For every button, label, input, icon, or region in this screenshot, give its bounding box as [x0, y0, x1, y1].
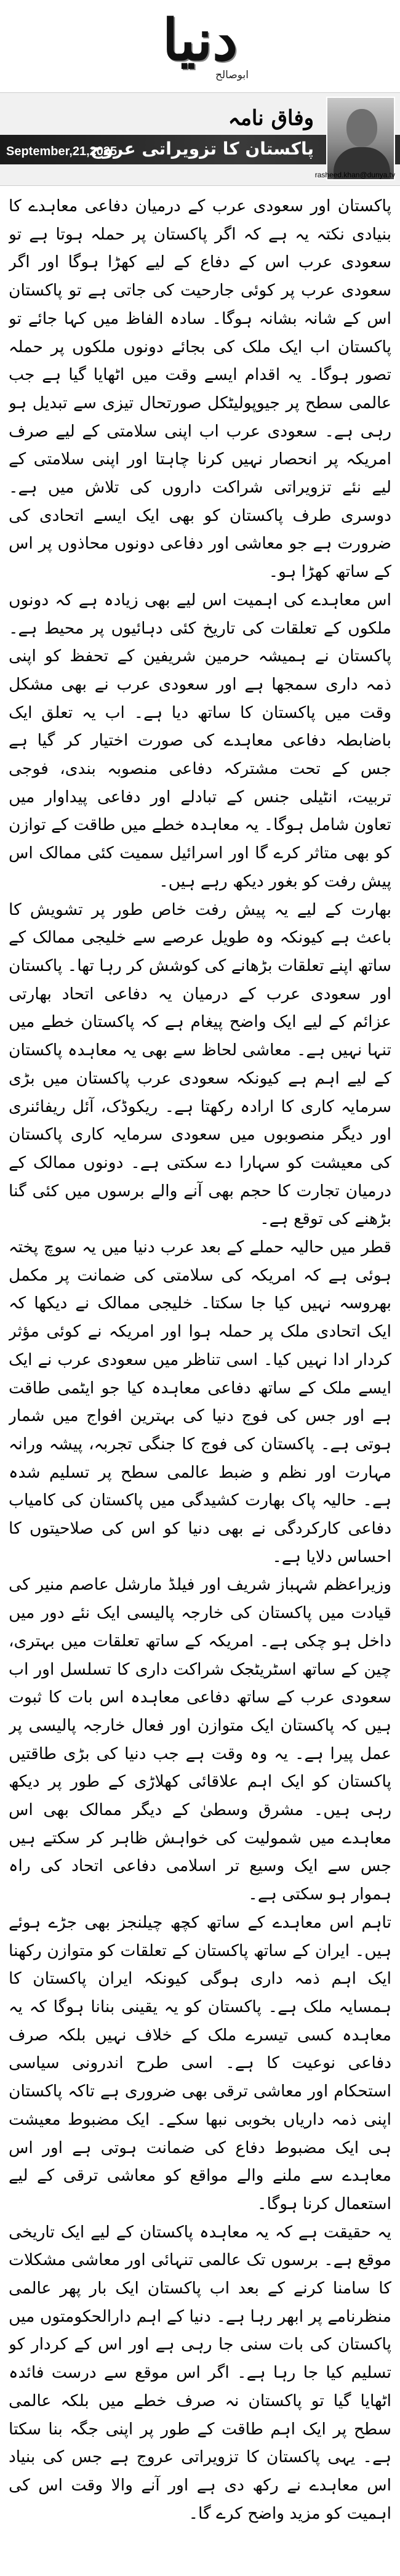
column-name: وفاق نامہ	[228, 106, 314, 131]
logo-text: دنیا	[162, 7, 238, 73]
article-paragraph: بھارت کے لیے یہ پیش رفت خاص طور پر تشویش کا باعث ہے کیونکہ وہ طویل عرصے سے خلیجی ممالک کے ساتھ اپنے تعلقات بڑھانے کی کوشش کر رہا تھا۔ پاکستان اور سعودی عرب کے درمیان یہ دفاعی اتحاد بھارتی عزائم کے لیے ایک واضح پیغام ہے کہ پاکستان خطے میں تنہا نہیں ہے۔ معاشی لحاظ سے بھی یہ معاہدہ پاکستان کے لیے اہم ہے کیونکہ سعودی عرب پاکستان میں بڑی سرمایہ کاری کا ارادہ رکھتا ہے۔ ریکوڈک، آئل ریفائنری اور دیگر منصوبوں میں سعودی سرمایہ کاری پاکستان کی معیشت کو سہارا دے سکتی ہے۔ دونوں ممالک کے درمیان تجارت کا حجم بھی آنے والے برسوں میں کئی گنا بڑھنے کی توقع ہے۔	[9, 900, 391, 1229]
author-photo-head	[346, 109, 377, 147]
masthead	[0, 0, 400, 92]
article-paragraph: وزیراعظم شہباز شریف اور فیلڈ مارشل عاصم منیر کی قیادت میں پاکستان کی خارجہ پالیسی ایک نئے دور میں داخل ہو چکی ہے۔ امریکہ کے ساتھ تعلقات میں بہتری، چین کے ساتھ اسٹریٹجک شراکت داری کا تسلسل اور اب سعودی عرب کے ساتھ دفاعی معاہدہ اس بات کا ثبوت ہیں کہ پاکستان ایک متوازن اور فعال خارجہ پالیسی پر عمل پیرا ہے۔ یہ وہ وقت ہے جب دنیا کی بڑی طاقتیں پاکستان کو ایک اہم علاقائی کھلاڑی کے طور پر دیکھ رہی ہیں۔ مشرق وسطیٰ کے دیگر ممالک بھی اس معاہدے میں شمولیت کی خواہش ظاہر کر سکتے ہیں جس سے ایک وسیع تر اسلامی دفاعی اتحاد کی راہ ہموار ہو سکتی ہے۔	[9, 1575, 391, 1904]
column-header	[0, 92, 400, 186]
author-email: rasheed.khan@dunya.tv	[314, 171, 395, 179]
article-paragraph: پاکستان اور سعودی عرب کے درمیان دفاعی معاہدے کا بنیادی نکتہ یہ ہے کہ اگر پاکستان پر حملہ ہوتا ہے تو سعودی عرب اس کے دفاع کے لیے کھڑا ہوگا اور اگر سعودی عرب پر کوئی جارحیت کی جاتی ہے تو پاکستان اس کے شانہ بشانہ ہوگا۔ سادہ الفاظ میں کہا جائے تو پاکستان اب ایک ملک کی بجائے دونوں ملکوں پر حملہ تصور ہوگا۔ یہ اقدام ایسے وقت میں اٹھایا گیا ہے جب عالمی سطح پر جیوپولیٹکل صورتحال تیزی سے تبدیل ہو رہی ہے۔ سعودی عرب اب اپنی سلامتی کے لیے صرف امریکہ پر انحصار نہیں کرنا چاہتا اور اپنی سلامتی کے لیے نئے تزویراتی شراکت داروں کی تلاش میں ہے۔ دوسری طرف پاکستان کو بھی ایک ایسے اتحادی کی ضرورت ہے جو معاشی اور دفاعی دونوں محاذوں پر اس کے ساتھ کھڑا ہو۔	[9, 196, 391, 582]
article-paragraph: اس معاہدے کی اہمیت اس لیے بھی زیادہ ہے کہ دونوں ملکوں کے تعلقات کی تاریخ کئی دہائیوں پر محیط ہے۔ پاکستان نے ہمیشہ حرمین شریفین کے تحفظ کو اپنی ذمہ داری سمجھا ہے اور سعودی عرب نے بھی مشکل وقت میں پاکستان کا ساتھ دیا ہے۔ اب یہ تعلق ایک باضابطہ دفاعی معاہدے کی صورت اختیار کر گیا ہے جس کے تحت مشترکہ دفاعی منصوبہ بندی، فوجی تربیت، انٹیلی جنس کے تبادلے اور دفاعی پیداوار میں تعاون شامل ہوگا۔ یہ معاہدہ خطے میں طاقت کے توازن کو بھی متاثر کرے گا اور اسرائیل سمیت کئی ممالک اس پیش رفت کو بغور دیکھ رہے ہیں۔	[9, 590, 391, 891]
article-body	[9, 192, 391, 2569]
article-paragraph: یہ حقیقت ہے کہ یہ معاہدہ پاکستان کے لیے ایک تاریخی موقع ہے۔ برسوں تک عالمی تنہائی اور معاشی مشکلات کا سامنا کرنے کے بعد اب پاکستان ایک بار پھر عالمی منظرنامے پر ابھر رہا ہے۔ دنیا کے اہم دارالحکومتوں میں پاکستان کی بات سنی جا رہی ہے اور اس کے کردار کو تسلیم کیا جا رہا ہے۔ اگر اس موقع سے درست فائدہ اٹھایا گیا تو پاکستان نہ صرف خطے میں بلکہ عالمی سطح پر ایک اہم طاقت کے طور پر اپنی جگہ بنا سکتا ہے۔ یہی پاکستان کا تزویراتی عروج ہے جس کی بنیاد اس معاہدے نے رکھ دی ہے اور آنے والا وقت اس کی اہمیت کو مزید واضح کرے گا۔	[9, 2222, 391, 2523]
author-photo	[326, 97, 395, 180]
article-paragraph: تاہم اس معاہدے کے ساتھ کچھ چیلنجز بھی جڑے ہوئے ہیں۔ ایران کے ساتھ پاکستان کے تعلقات کو متوازن رکھنا ایک اہم ذمہ داری ہوگی کیونکہ ایران پاکستان کا ہمسایہ ملک ہے۔ پاکستان کو یہ یقینی بنانا ہوگا کہ یہ معاہدہ کسی تیسرے ملک کے خلاف نہیں بلکہ صرف دفاعی نوعیت کا ہے۔ اسی طرح اندرونی سیاسی استحکام اور معاشی ترقی بھی ضروری ہے تاکہ پاکستان اپنی ذمہ داریاں بخوبی نبھا سکے۔ ایک مضبوط معیشت ہی ایک مضبوط دفاع کی ضمانت ہوتی ہے اور اس معاہدے سے ملنے والے مواقع کو معاشی ترقی کے لیے استعمال کرنا ہوگا۔	[9, 1912, 391, 2213]
publish-date: September,21,2025	[6, 145, 118, 158]
article-title: پاکستان کا تزویراتی عروج	[90, 139, 314, 159]
author-name: ابوصالح	[215, 69, 249, 81]
newspaper-logo	[138, 4, 262, 76]
article-paragraph: قطر میں حالیہ حملے کے بعد عرب دنیا میں یہ سوچ پختہ ہوئی ہے کہ امریکہ کی سلامتی کی ضمانت پر مکمل بھروسہ نہیں کیا جا سکتا۔ خلیجی ممالک نے دیکھا کہ ایک اتحادی ملک پر حملہ ہوا اور امریکہ نے کوئی مؤثر کردار ادا نہیں کیا۔ اسی تناظر میں سعودی عرب نے ایک ایسے ملک کے ساتھ دفاعی معاہدہ کیا جو ایٹمی طاقت ہے اور جس کی فوج دنیا کی بہترین افواج میں شمار ہوتی ہے۔ پاکستان کی فوج کا جنگی تجربہ، پیشہ ورانہ مہارت اور نظم و ضبط عالمی سطح پر تسلیم شدہ ہے۔ حالیہ پاک بھارت کشیدگی میں پاکستان کی کامیاب دفاعی کارکردگی نے بھی دنیا کو اس کی صلاحیتوں کا احساس دلایا ہے۔	[9, 1238, 391, 1566]
